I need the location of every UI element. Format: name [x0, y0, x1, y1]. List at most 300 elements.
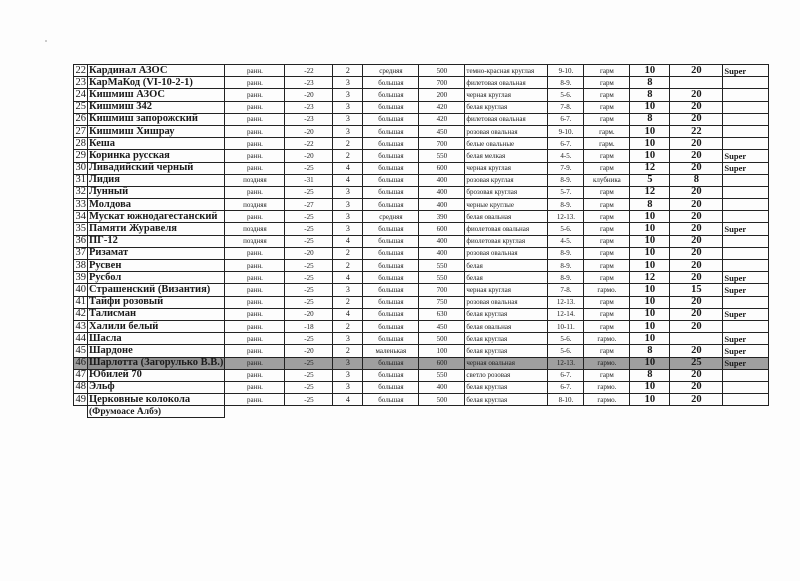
- berry-description: фиолетовая овальная: [465, 223, 548, 235]
- taste: гарм: [584, 247, 630, 259]
- cluster-weight: 400: [419, 381, 465, 393]
- score-one: 10: [630, 284, 670, 296]
- vigor-rating: 3: [333, 211, 363, 223]
- berry-size-g: 12-13.: [548, 357, 584, 369]
- table-row: [74, 357, 769, 369]
- row-number: 35: [75, 223, 86, 235]
- score-two: 20: [670, 89, 723, 101]
- score-two: 20: [670, 65, 723, 77]
- score-one: 10: [630, 211, 670, 223]
- vigor-rating: 2: [333, 345, 363, 357]
- variety-name: Талисман: [88, 308, 225, 320]
- vigor-rating: 2: [333, 320, 363, 332]
- table-row: [74, 247, 769, 259]
- cluster-weight: 550: [419, 150, 465, 162]
- row-number: 43: [75, 320, 86, 332]
- table-row: [74, 223, 769, 235]
- empty-cell: [723, 406, 769, 418]
- frost-resistance: -18: [285, 320, 333, 332]
- taste: гарм.: [584, 125, 630, 137]
- variety-name: ПГ-12: [88, 235, 225, 247]
- score-one: 12: [630, 162, 670, 174]
- table-row: [74, 345, 769, 357]
- empty-cell: [584, 406, 630, 418]
- super-badge: [723, 247, 769, 259]
- ripening-period: ранн.: [225, 284, 285, 296]
- score-one: 5: [630, 174, 670, 186]
- super-badge: Super: [723, 162, 769, 174]
- cluster-weight: 550: [419, 260, 465, 272]
- vigor-rating: 3: [333, 381, 363, 393]
- ripening-period: ранн.: [225, 89, 285, 101]
- frost-resistance: -20: [285, 125, 333, 137]
- row-number: 49: [75, 393, 86, 405]
- variety-name: Ливадийский черный: [88, 162, 225, 174]
- variety-name: Шардоне: [88, 345, 225, 357]
- score-two: 20: [670, 394, 723, 406]
- super-badge: [723, 101, 769, 113]
- taste: гармо.: [584, 333, 630, 345]
- variety-synonym: (Фрумоасе Албэ): [88, 406, 225, 418]
- cluster-weight: 550: [419, 369, 465, 381]
- ripening-period: ранн.: [225, 272, 285, 284]
- cluster-size: большая: [363, 150, 419, 162]
- cluster-size: большая: [363, 320, 419, 332]
- berry-description: белая овальная: [465, 320, 548, 332]
- score-one: 8: [630, 113, 670, 125]
- footnote-row: [74, 406, 769, 418]
- berry-size-g: 5-6.: [548, 223, 584, 235]
- super-badge: Super: [723, 308, 769, 320]
- taste: гарм.: [584, 138, 630, 150]
- berry-description: филетовая овальная: [465, 113, 548, 125]
- vigor-rating: 3: [333, 89, 363, 101]
- ripening-period: ранн.: [225, 101, 285, 113]
- table-row: [74, 125, 769, 137]
- table-row: [74, 199, 769, 211]
- taste: гарм: [584, 77, 630, 89]
- ripening-period: ранн.: [225, 381, 285, 393]
- frost-resistance: -20: [285, 345, 333, 357]
- super-badge: [723, 186, 769, 198]
- footnote-spacer: [74, 406, 88, 418]
- score-one: 10: [630, 260, 670, 272]
- frost-resistance: -23: [285, 113, 333, 125]
- ripening-period: ранн.: [225, 162, 285, 174]
- empty-cell: [363, 406, 419, 418]
- score-one: 8: [630, 369, 670, 381]
- cluster-size: большая: [363, 138, 419, 150]
- score-two: 20: [670, 296, 723, 308]
- berry-size-g: 6-7.: [548, 138, 584, 150]
- score-two: 20: [670, 345, 723, 357]
- ripening-period: ранн.: [225, 125, 285, 137]
- berry-description: белая круглая: [465, 345, 548, 357]
- vigor-rating: 3: [333, 101, 363, 113]
- score-two: 20: [670, 272, 723, 284]
- cluster-size: большая: [363, 162, 419, 174]
- berry-description: белая: [465, 272, 548, 284]
- super-badge: [723, 77, 769, 89]
- score-two: 20: [670, 186, 723, 198]
- taste: гарм: [584, 345, 630, 357]
- table-row: [74, 369, 769, 381]
- variety-name: Страшенский (Византия): [88, 284, 225, 296]
- cluster-size: большая: [363, 77, 419, 89]
- variety-name: Церковные колокола: [88, 394, 225, 406]
- vigor-rating: 3: [333, 369, 363, 381]
- grape-varieties-table: [73, 64, 769, 418]
- berry-description: светло розовая: [465, 369, 548, 381]
- vigor-rating: 3: [333, 77, 363, 89]
- ripening-period: ранн.: [225, 65, 285, 77]
- vigor-rating: 4: [333, 272, 363, 284]
- taste: гармо.: [584, 381, 630, 393]
- scan-speck: [45, 40, 47, 42]
- ripening-period: ранн.: [225, 150, 285, 162]
- super-badge: [723, 235, 769, 247]
- row-number: 23: [75, 76, 86, 88]
- table-row: [74, 211, 769, 223]
- score-two: 8: [670, 174, 723, 186]
- table-row: [74, 296, 769, 308]
- super-badge: [723, 320, 769, 332]
- cluster-size: большая: [363, 186, 419, 198]
- variety-name: Лидия: [88, 174, 225, 186]
- cluster-size: большая: [363, 357, 419, 369]
- berry-description: белая мелкая: [465, 150, 548, 162]
- variety-name: Кеша: [88, 138, 225, 150]
- score-one: 10: [630, 394, 670, 406]
- score-two: 15: [670, 284, 723, 296]
- berry-size-g: 7-9.: [548, 162, 584, 174]
- cluster-size: большая: [363, 284, 419, 296]
- taste: гарм: [584, 296, 630, 308]
- taste: гарм: [584, 162, 630, 174]
- vigor-rating: 3: [333, 223, 363, 235]
- variety-name: Коринка русская: [88, 150, 225, 162]
- cluster-weight: 630: [419, 308, 465, 320]
- score-two: 20: [670, 150, 723, 162]
- vigor-rating: 4: [333, 235, 363, 247]
- frost-resistance: -25: [285, 369, 333, 381]
- vigor-rating: 2: [333, 296, 363, 308]
- frost-resistance: -22: [285, 138, 333, 150]
- variety-name: Кишмиш запорожский: [88, 113, 225, 125]
- row-number: 41: [75, 296, 86, 308]
- ripening-period: ранн.: [225, 138, 285, 150]
- score-one: 10: [630, 247, 670, 259]
- berry-size-g: 4-5.: [548, 235, 584, 247]
- cluster-size: большая: [363, 223, 419, 235]
- row-number: 24: [75, 88, 86, 100]
- vigor-rating: 2: [333, 247, 363, 259]
- table-row: [74, 381, 769, 393]
- berry-size-g: 12-14.: [548, 308, 584, 320]
- row-number: 47: [75, 369, 86, 381]
- cluster-size: большая: [363, 113, 419, 125]
- variety-name: Русбол: [88, 272, 225, 284]
- ripening-period: ранн.: [225, 308, 285, 320]
- taste: гармо.: [584, 284, 630, 296]
- score-two: 20: [670, 308, 723, 320]
- super-badge: [723, 394, 769, 406]
- vigor-rating: 2: [333, 150, 363, 162]
- cluster-weight: 450: [419, 320, 465, 332]
- row-number: 37: [75, 247, 86, 259]
- berry-size-g: 5-6.: [548, 333, 584, 345]
- score-two: 25: [670, 357, 723, 369]
- cluster-size: большая: [363, 333, 419, 345]
- row-number: 22: [75, 64, 86, 76]
- ripening-period: ранн.: [225, 357, 285, 369]
- cluster-weight: 700: [419, 138, 465, 150]
- cluster-weight: 100: [419, 345, 465, 357]
- score-one: 10: [630, 223, 670, 235]
- vigor-rating: 3: [333, 199, 363, 211]
- super-badge: [723, 369, 769, 381]
- frost-resistance: -23: [285, 77, 333, 89]
- frost-resistance: -25: [285, 394, 333, 406]
- vigor-rating: 3: [333, 357, 363, 369]
- berry-size-g: 8-9.: [548, 77, 584, 89]
- variety-name: Эльф: [88, 381, 225, 393]
- table-row: [74, 235, 769, 247]
- taste: гармо.: [584, 394, 630, 406]
- vigor-rating: 4: [333, 308, 363, 320]
- berry-size-g: 7-8.: [548, 101, 584, 113]
- cluster-weight: 420: [419, 101, 465, 113]
- table-row: [74, 101, 769, 113]
- cluster-weight: 750: [419, 296, 465, 308]
- variety-name: Кишмиш Хишрау: [88, 125, 225, 137]
- super-badge: [723, 125, 769, 137]
- berry-description: белая круглая: [465, 101, 548, 113]
- taste: гарм: [584, 65, 630, 77]
- frost-resistance: -25: [285, 223, 333, 235]
- table-row: [74, 162, 769, 174]
- ripening-period: поздняя: [225, 223, 285, 235]
- table-row: [74, 89, 769, 101]
- cluster-weight: 400: [419, 247, 465, 259]
- cluster-size: большая: [363, 272, 419, 284]
- berry-description: розовая круглая: [465, 174, 548, 186]
- table-row: [74, 65, 769, 77]
- score-one: 10: [630, 101, 670, 113]
- cluster-weight: 700: [419, 284, 465, 296]
- berry-description: розовая овальная: [465, 125, 548, 137]
- score-one: 10: [630, 333, 670, 345]
- vigor-rating: 4: [333, 162, 363, 174]
- berry-description: белая: [465, 260, 548, 272]
- cluster-size: большая: [363, 199, 419, 211]
- score-two: 20: [670, 381, 723, 393]
- cluster-weight: 390: [419, 211, 465, 223]
- taste: клубника: [584, 174, 630, 186]
- score-two: 20: [670, 247, 723, 259]
- row-number: 32: [75, 186, 86, 198]
- table-row: [74, 77, 769, 89]
- berry-size-g: 4-5.: [548, 150, 584, 162]
- berry-size-g: 8-9.: [548, 272, 584, 284]
- cluster-size: маленькая: [363, 345, 419, 357]
- cluster-weight: 400: [419, 186, 465, 198]
- super-badge: [723, 260, 769, 272]
- table-row: [74, 150, 769, 162]
- frost-resistance: -25: [285, 272, 333, 284]
- ripening-period: ранн.: [225, 77, 285, 89]
- empty-cell: [333, 406, 363, 418]
- frost-resistance: -25: [285, 260, 333, 272]
- taste: гарм: [584, 223, 630, 235]
- ripening-period: ранн.: [225, 296, 285, 308]
- table-row: [74, 333, 769, 345]
- score-one: 10: [630, 65, 670, 77]
- cluster-weight: 400: [419, 199, 465, 211]
- cluster-size: большая: [363, 247, 419, 259]
- table-row: [74, 113, 769, 125]
- row-number: 27: [75, 125, 86, 137]
- score-one: 10: [630, 357, 670, 369]
- cluster-weight: 200: [419, 89, 465, 101]
- taste: гарм: [584, 308, 630, 320]
- super-badge: Super: [723, 357, 769, 369]
- cluster-size: средняя: [363, 65, 419, 77]
- cluster-weight: 420: [419, 113, 465, 125]
- super-badge: [723, 138, 769, 150]
- ripening-period: ранн.: [225, 345, 285, 357]
- berry-description: черные круглые: [465, 199, 548, 211]
- row-number: 46: [75, 357, 86, 369]
- berry-description: фиолетовая круглая: [465, 235, 548, 247]
- variety-name: Шарлотта (Загорулько В.В.): [89, 357, 224, 369]
- empty-cell: [548, 406, 584, 418]
- score-two: 20: [670, 223, 723, 235]
- table-edge: [225, 406, 285, 418]
- berry-size-g: 5-7.: [548, 186, 584, 198]
- variety-name: КарМаКод (VI-10-2-1): [88, 77, 225, 89]
- row-number: 40: [75, 283, 86, 295]
- vigor-rating: 3: [333, 284, 363, 296]
- vigor-rating: 4: [333, 174, 363, 186]
- frost-resistance: -25: [285, 381, 333, 393]
- table-row: [74, 138, 769, 150]
- berry-size-g: 12-13.: [548, 296, 584, 308]
- super-badge: Super: [723, 272, 769, 284]
- score-one: 12: [630, 186, 670, 198]
- empty-cell: [670, 406, 723, 418]
- score-one: 10: [630, 150, 670, 162]
- super-badge: [723, 89, 769, 101]
- variety-name: Халили белый: [88, 320, 225, 332]
- vigor-rating: 3: [333, 125, 363, 137]
- empty-cell: [419, 406, 465, 418]
- taste: гарм: [584, 272, 630, 284]
- table-row: [74, 272, 769, 284]
- score-one: 10: [630, 320, 670, 332]
- taste: гарм: [584, 235, 630, 247]
- frost-resistance: -31: [285, 174, 333, 186]
- cluster-size: большая: [363, 101, 419, 113]
- vigor-rating: 2: [333, 138, 363, 150]
- cluster-weight: 500: [419, 65, 465, 77]
- berry-description: белая круглая: [465, 381, 548, 393]
- super-badge: Super: [723, 333, 769, 345]
- variety-name: Лунный: [88, 186, 225, 198]
- cluster-size: большая: [363, 296, 419, 308]
- frost-resistance: -25: [285, 211, 333, 223]
- variety-name: Мускат южнодагестанский: [88, 211, 225, 223]
- ripening-period: ранн.: [225, 394, 285, 406]
- ripening-period: ранн.: [225, 113, 285, 125]
- super-badge: Super: [723, 150, 769, 162]
- score-two: 22: [670, 125, 723, 137]
- row-number: 42: [75, 308, 86, 320]
- frost-resistance: -25: [285, 357, 333, 369]
- cluster-weight: 400: [419, 174, 465, 186]
- cluster-weight: 500: [419, 394, 465, 406]
- ripening-period: ранн.: [225, 320, 285, 332]
- cluster-weight: 600: [419, 223, 465, 235]
- row-number: 45: [75, 344, 86, 356]
- berry-description: белая круглая: [465, 394, 548, 406]
- ripening-period: поздняя: [225, 199, 285, 211]
- frost-resistance: -25: [285, 333, 333, 345]
- row-number: 28: [75, 137, 86, 149]
- berry-description: белые овальные: [465, 138, 548, 150]
- super-badge: Super: [723, 345, 769, 357]
- cluster-size: большая: [363, 260, 419, 272]
- berry-description: филетовая овальная: [465, 77, 548, 89]
- empty-cell: [465, 406, 548, 418]
- variety-name: Русвен: [88, 260, 225, 272]
- score-one: 8: [630, 77, 670, 89]
- berry-description: розовая овальная: [465, 247, 548, 259]
- frost-resistance: -25: [285, 186, 333, 198]
- vigor-rating: 3: [333, 333, 363, 345]
- super-badge: Super: [723, 223, 769, 235]
- cluster-size: большая: [363, 369, 419, 381]
- frost-resistance: -25: [285, 235, 333, 247]
- row-number: 31: [75, 174, 86, 186]
- cluster-size: большая: [363, 174, 419, 186]
- variety-name: Тайфи розовый: [88, 296, 225, 308]
- berry-description: белая круглая: [465, 333, 548, 345]
- row-number: 29: [75, 149, 86, 161]
- taste: гарм: [584, 260, 630, 272]
- empty-cell: [285, 406, 333, 418]
- berry-size-g: 6-7.: [548, 113, 584, 125]
- empty-cell: [630, 406, 670, 418]
- super-badge: [723, 174, 769, 186]
- ripening-period: поздняя: [225, 174, 285, 186]
- berry-size-g: 8-9.: [548, 247, 584, 259]
- vigor-rating: 4: [333, 394, 363, 406]
- cluster-size: большая: [363, 125, 419, 137]
- score-one: 10: [630, 235, 670, 247]
- berry-description: черная овальная: [465, 357, 548, 369]
- vigor-rating: 2: [333, 260, 363, 272]
- score-one: 10: [630, 138, 670, 150]
- frost-resistance: -22: [285, 65, 333, 77]
- score-two: 20: [670, 162, 723, 174]
- taste: гармо.: [584, 357, 630, 369]
- ripening-period: ранн.: [225, 260, 285, 272]
- table-row: [74, 284, 769, 296]
- variety-name: Кишмиш 342: [88, 101, 225, 113]
- row-number: 48: [75, 381, 86, 393]
- score-two: 20: [670, 199, 723, 211]
